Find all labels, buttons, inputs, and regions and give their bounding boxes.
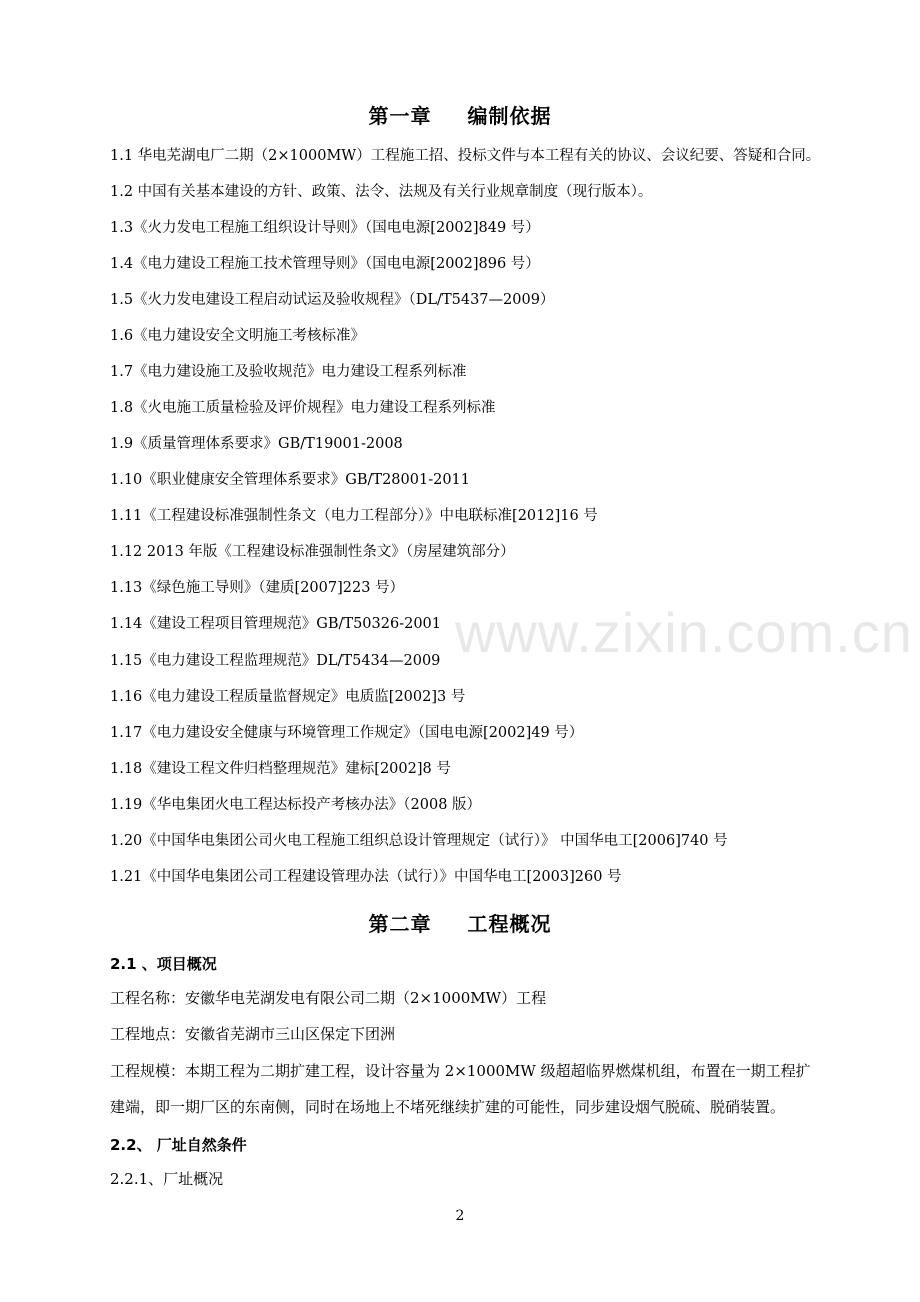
basis-item: 1.14《建设工程项目管理规范》GB/T50326-2001 xyxy=(110,616,442,632)
chapter-1-title: 编制依据 xyxy=(467,104,552,128)
section-2-2-heading: 2.2、 厂址自然条件 xyxy=(110,1136,247,1154)
project-name: 工程名称：安徽华电芜湖发电有限公司二期（2×1000MW）工程 xyxy=(110,989,547,1007)
basis-item: 1.2 中国有关基本建设的方针、政策、法令、法规及有关行业规章制度（现行版本）。 xyxy=(110,184,653,200)
chapter-1-heading xyxy=(0,100,920,129)
basis-item: 1.3《火力发电工程施工组织设计导则》（国电电源[2002]849 号） xyxy=(110,220,540,236)
chapter-2-title: 工程概况 xyxy=(467,912,552,936)
project-scale-line-1: 工程规模：本期工程为二期扩建工程，设计容量为 2×1000MW 级超超临界燃煤机组，布置在一期工程扩 xyxy=(110,1062,811,1080)
project-scale-line-2: 建端，即一期厂区的东南侧，同时在场地上不堵死继续扩建的可能性，同步建设烟气脱硫、脱硝装置。 xyxy=(110,1098,786,1116)
basis-item: 1.19《华电集团火电工程达标投产考核办法》（2008 版） xyxy=(110,797,482,813)
basis-item: 1.8《火电施工质量检验及评价规程》电力建设工程系列标准 xyxy=(110,400,496,416)
basis-item: 1.1 华电芜湖电厂二期（2×1000MW）工程施工招、投标文件与本工程有关的协议、会议纪要、答疑和合同。 xyxy=(110,148,821,164)
section-2-1-heading: 2.1 、项目概况 xyxy=(110,955,217,973)
chapter-1-number: 第一章 xyxy=(368,104,432,128)
basis-item: 1.9《质量管理体系要求》GB/T19001-2008 xyxy=(110,436,403,452)
basis-item: 1.5《火力发电建设工程启动试运及验收规程》（DL/T5437—2009） xyxy=(110,292,555,308)
basis-item: 1.17《电力建设安全健康与环境管理工作规定》（国电电源[2002]49 号） xyxy=(110,725,584,741)
basis-item: 1.4《电力建设工程施工技术管理导则》（国电电源[2002]896 号） xyxy=(110,256,540,272)
basis-item: 1.15《电力建设工程监理规范》DL/T5434—2009 xyxy=(110,653,441,669)
basis-item: 1.7《电力建设施工及验收规范》电力建设工程系列标准 xyxy=(110,364,467,380)
watermark: www.zixin.com.cn xyxy=(455,601,913,664)
basis-item: 1.20《中国华电集团公司火电工程施工组织总设计管理规定（试行）》 中国华电工[2006]740 号 xyxy=(110,833,728,849)
page-number: 2 xyxy=(455,1208,465,1224)
chapter-2-number: 第二章 xyxy=(368,912,432,936)
project-site: 工程地点：安徽省芜湖市三山区保定下团洲 xyxy=(110,1025,396,1043)
basis-item: 1.18《建设工程文件归档整理规范》建标[2002]8 号 xyxy=(110,761,451,777)
basis-item: 1.12 2013 年版《工程建设标准强制性条文》（房屋建筑部分） xyxy=(110,544,515,560)
basis-item: 1.10《职业健康安全管理体系要求》GB/T28001-2011 xyxy=(110,472,471,488)
basis-item: 1.21《中国华电集团公司工程建设管理办法（试行）》中国华电工[2003]260 号 xyxy=(110,869,622,885)
basis-item: 1.6《电力建设安全文明施工考核标准》 xyxy=(110,328,366,344)
basis-item: 1.13《绿色施工导则》（建质[2007]223 号） xyxy=(110,580,405,596)
section-2-2-1-heading: 2.2.1、厂址概况 xyxy=(110,1170,224,1188)
basis-item: 1.16《电力建设工程质量监督规定》电质监[2002]3 号 xyxy=(110,689,466,705)
basis-item: 1.11《工程建设标准强制性条文（电力工程部分）》中电联标准[2012]16 号 xyxy=(110,508,598,524)
chapter-2-heading xyxy=(0,908,920,937)
